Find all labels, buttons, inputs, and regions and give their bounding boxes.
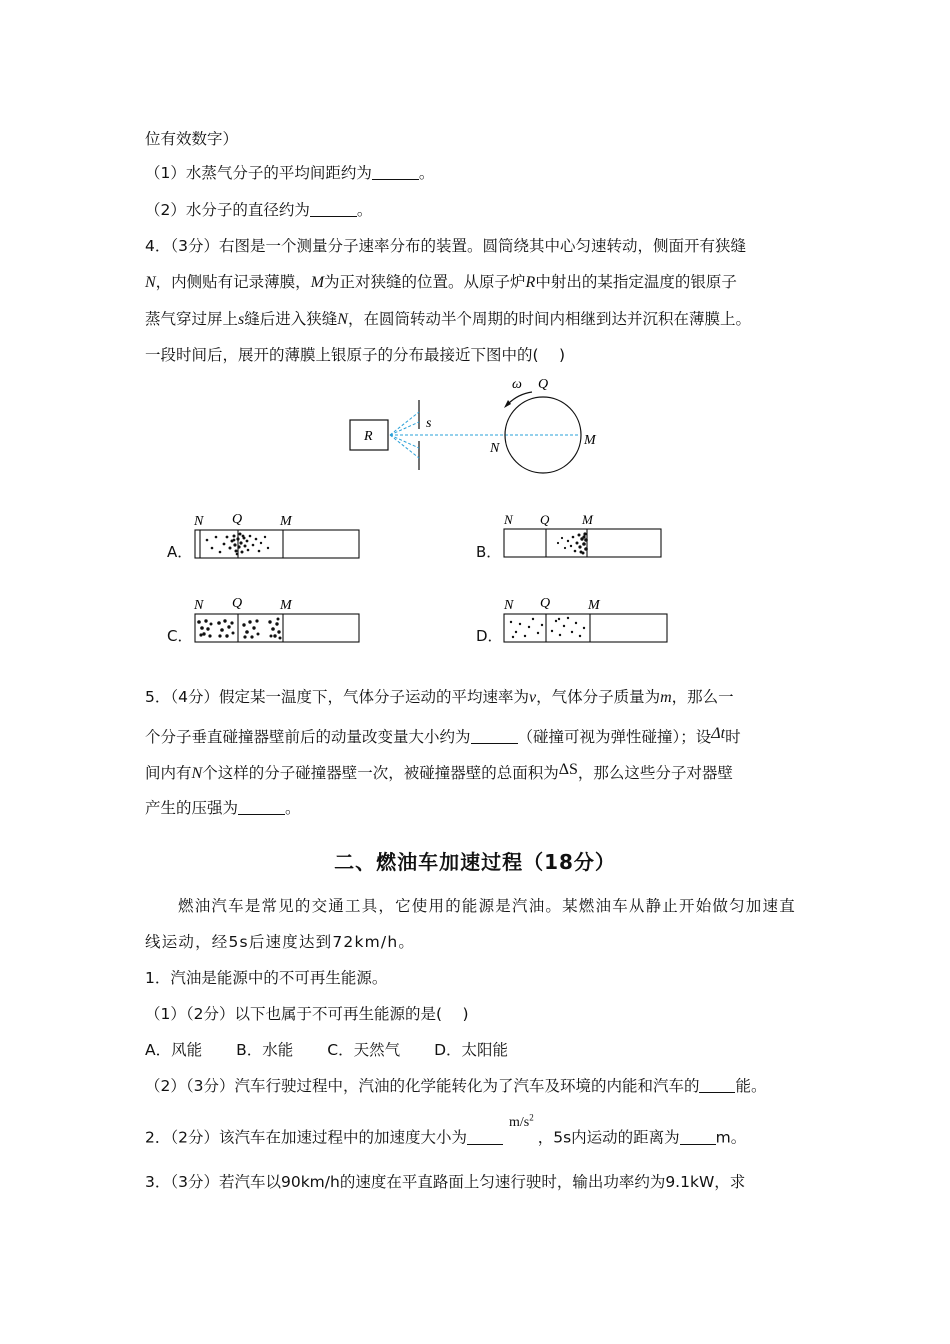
label-M: M xyxy=(582,512,593,527)
text-line: 位有效数字） xyxy=(145,130,239,148)
sub-question-2: （2）水分子的直径约为 。 xyxy=(145,201,373,219)
question-5-line4: 产生的压强为 。 xyxy=(145,799,301,817)
question-1-1-options xyxy=(145,1040,508,1060)
label-M: M xyxy=(280,598,292,613)
label-R: R xyxy=(364,429,373,444)
paragraph-line1: 燃油汽车是常见的交通工具，它使用的能源是汽油。某燃油车从静止开始做匀加速直 xyxy=(178,897,796,915)
acceleration-unit: $m/s^2$ xyxy=(508,1112,534,1130)
choice-c-figure[interactable] xyxy=(190,594,370,646)
question-4-line2: N，内侧贴有记录薄膜，M为正对狭缝的位置。从原子炉R中射出的某指定温度的银原子 xyxy=(145,273,737,291)
answer-blank[interactable] xyxy=(467,1130,503,1145)
label-N: N xyxy=(504,512,513,527)
silver-deposit xyxy=(557,532,588,554)
question-5-line2: 个分子垂直碰撞器壁前后的动量改变量大小约为 （碰撞可视为弹性碰撞）；设Δt时 xyxy=(145,725,741,746)
silver-deposit xyxy=(510,617,585,638)
question-4-line1: 4．（3分）右图是一个测量分子速率分布的装置。圆筒绕其中心匀速转动，侧面开有狭缝 xyxy=(145,237,746,255)
choice-c-label[interactable]: C． xyxy=(167,627,193,645)
label-omega: ω xyxy=(512,377,522,392)
answer-blank[interactable] xyxy=(310,202,357,217)
rotation-arrow xyxy=(508,392,532,404)
apparatus-diagram xyxy=(340,372,630,482)
question-4-line4: 一段时间后，展开的薄膜上银原子的分布最接近下图中的( ) xyxy=(145,346,566,364)
choice-b-figure[interactable] xyxy=(498,510,668,562)
label-Q: Q xyxy=(538,377,549,392)
label-s: s xyxy=(426,416,432,431)
option-a[interactable]: A．风能 xyxy=(145,1041,203,1059)
section-title: 二、燃油车加速过程（18分） xyxy=(334,850,616,874)
option-d[interactable]: D．太阳能 xyxy=(434,1041,509,1059)
question-2: 2．（2分）该汽车在加速过程中的加速度大小为$m/s^2$，5s内运动的距离为 m。 xyxy=(145,1112,747,1147)
label-Q: Q xyxy=(540,596,551,611)
choice-d-figure[interactable] xyxy=(498,594,673,646)
label-N: N xyxy=(194,514,204,529)
choice-d-label[interactable]: D． xyxy=(476,627,503,645)
option-c[interactable]: C．天然气 xyxy=(327,1041,401,1059)
question-4-line3: 蒸气穿过屏上s缝后进入狭缝N，在圆筒转动半个周期的时间内相继到达并沉积在薄膜上。 xyxy=(145,310,751,328)
answer-blank[interactable] xyxy=(238,800,285,815)
paragraph-line2: 线运动，经5s后速度达到72km/h。 xyxy=(145,933,416,951)
label-M: M xyxy=(280,514,292,529)
question-5-line1: 5．（4分）假定某一温度下，气体分子运动的平均速率为v，气体分子质量为m，那么一 xyxy=(145,688,734,706)
question-3: 3．（3分）若汽车以90km/h的速度在平直路面上匀速行驶时，输出功率约为9.1kW，求 xyxy=(145,1173,746,1191)
choice-a-label[interactable]: A． xyxy=(167,543,193,561)
label-M: M xyxy=(588,598,600,613)
sub-question-1: （1）水蒸气分子的平均间距约为 。 xyxy=(145,164,435,182)
choice-a-figure[interactable] xyxy=(190,510,370,562)
film-strip xyxy=(195,530,359,558)
option-b[interactable]: B．水能 xyxy=(236,1041,294,1059)
label-N: N xyxy=(504,598,514,613)
arrow-head-icon xyxy=(504,400,511,408)
label-N: N xyxy=(194,598,204,613)
question-1-2: （2）（3分）汽车行驶过程中，汽油的化学能转化为了汽车及环境的内能和汽车的 能。 xyxy=(145,1077,767,1095)
answer-blank[interactable] xyxy=(699,1078,735,1093)
question-5-line3: 间内有N个这样的分子碰撞器壁一次，被碰撞器壁的总面积为ΔS，那么这些分子对器壁 xyxy=(145,761,733,782)
silver-deposit xyxy=(197,618,281,640)
answer-blank[interactable] xyxy=(471,729,518,744)
label-Q: Q xyxy=(232,596,243,611)
label-N: N xyxy=(490,441,500,456)
choice-b-label[interactable]: B． xyxy=(476,543,502,561)
answer-blank[interactable] xyxy=(372,165,419,180)
label-M: M xyxy=(584,433,596,448)
question-1: 1．汽油是能源中的不可再生能源。 xyxy=(145,969,388,987)
label-Q: Q xyxy=(540,512,550,527)
question-1-1: （1）（2分）以下也属于不可再生能源的是( ) xyxy=(145,1005,469,1023)
answer-blank[interactable] xyxy=(680,1130,716,1145)
label-Q: Q xyxy=(232,512,243,527)
